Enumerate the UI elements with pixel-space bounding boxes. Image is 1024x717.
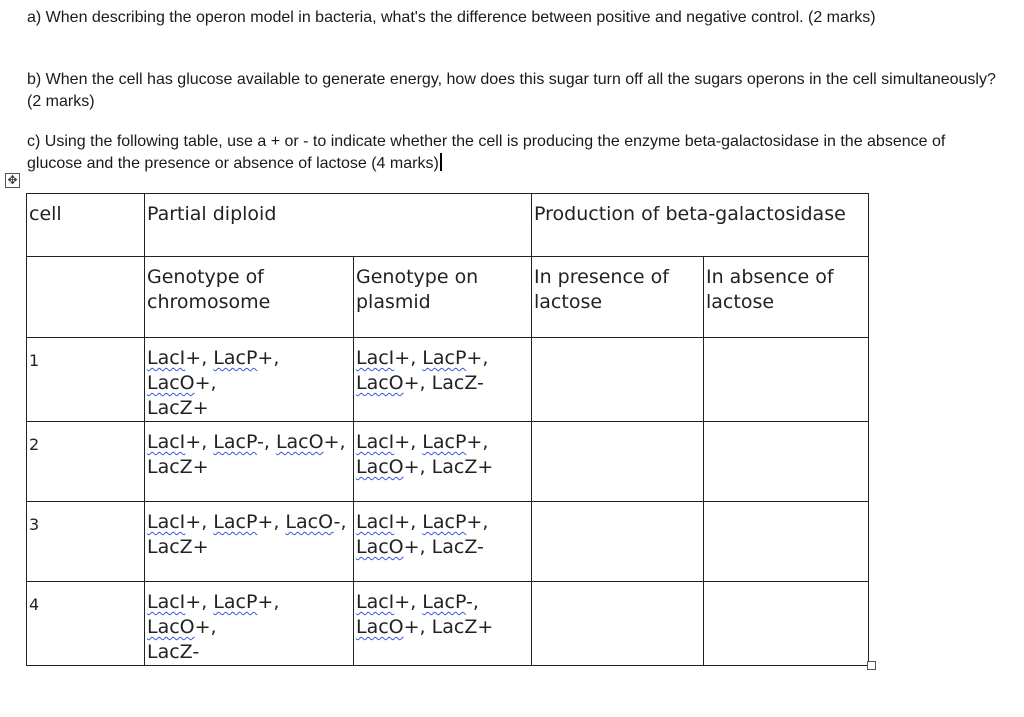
cell-number-text: 3 bbox=[29, 515, 40, 534]
gene-name: LacO bbox=[147, 616, 195, 638]
genotype-text: +, bbox=[257, 511, 286, 533]
gene-name: LacI bbox=[356, 591, 395, 613]
table-row bbox=[27, 422, 869, 502]
gene-name: LacI bbox=[147, 347, 186, 369]
absence-answer-cell[interactable] bbox=[704, 502, 869, 582]
presence-answer-cell[interactable] bbox=[532, 422, 704, 502]
header-genotype-chromosome[interactable]: Genotype of chromosome bbox=[145, 257, 354, 338]
gene-name: LacP bbox=[422, 347, 467, 369]
genotype-text: LacZ+ bbox=[147, 536, 209, 558]
question-c bbox=[27, 131, 1002, 175]
text-cursor bbox=[440, 153, 442, 171]
gene-name: LacP bbox=[213, 347, 258, 369]
genotype-text: +, bbox=[394, 591, 423, 613]
absence-answer-cell[interactable] bbox=[704, 582, 869, 666]
genotype-chromosome-cell[interactable] bbox=[145, 502, 354, 582]
genotype-text: LacZ+ bbox=[147, 456, 209, 478]
genotype-text: +, bbox=[394, 511, 423, 533]
move-icon[interactable]: ✥ bbox=[5, 173, 20, 188]
genotype-text: +, bbox=[185, 431, 214, 453]
gene-name: LacI bbox=[147, 591, 186, 613]
genotype-text: +, bbox=[185, 511, 214, 533]
gene-name: LacI bbox=[356, 431, 395, 453]
subheader-empty[interactable] bbox=[27, 257, 145, 338]
table-row bbox=[27, 582, 869, 666]
genotype-text: +, LacZ- bbox=[403, 536, 484, 558]
genotype-text: +, bbox=[257, 347, 280, 369]
genotype-text: LacZ+ bbox=[147, 397, 209, 419]
gene-name: LacP bbox=[213, 591, 258, 613]
header-partial-diploid[interactable]: Partial diploid bbox=[145, 194, 532, 257]
genotype-chromosome-cell[interactable] bbox=[145, 582, 354, 666]
absence-answer-cell[interactable] bbox=[704, 338, 869, 422]
genotype-text: LacZ- bbox=[147, 641, 200, 663]
gene-name: LacI bbox=[147, 511, 186, 533]
table-row bbox=[27, 502, 869, 582]
genotype-text: +, LacZ+ bbox=[403, 456, 494, 478]
genotype-text: +, LacZ- bbox=[403, 372, 484, 394]
gene-name: LacO bbox=[356, 456, 404, 478]
genotype-text: +, bbox=[185, 591, 214, 613]
genotype-text: +, bbox=[466, 347, 489, 369]
cell-number-text: 2 bbox=[29, 435, 40, 454]
genotype-plasmid-cell[interactable] bbox=[354, 502, 532, 582]
header-production[interactable]: Production of beta-galactosidase bbox=[532, 194, 869, 257]
genotype-text: +, bbox=[394, 431, 423, 453]
gene-name: LacO bbox=[275, 431, 324, 453]
table-subheader-row bbox=[27, 257, 869, 338]
header-absence-lactose[interactable]: In absence of lactose bbox=[704, 257, 869, 338]
gene-name: LacI bbox=[356, 347, 395, 369]
genotype-text: +, bbox=[194, 616, 217, 638]
gene-name: LacP bbox=[422, 591, 466, 613]
genotype-text: +, bbox=[466, 431, 489, 453]
question-b: b) When the cell has glucose available to generate energy, how does this sugar turn off all the sugars operons in the cell simultaneously? (2 marks) bbox=[27, 71, 996, 110]
genotype-plasmid-cell[interactable] bbox=[354, 582, 532, 666]
cell-number[interactable] bbox=[27, 502, 145, 582]
cell-number-text: 4 bbox=[29, 595, 40, 614]
header-cell[interactable]: cell bbox=[27, 194, 145, 257]
presence-answer-cell[interactable] bbox=[532, 582, 704, 666]
cell-number[interactable] bbox=[27, 338, 145, 422]
genotype-chromosome-cell[interactable] bbox=[145, 338, 354, 422]
gene-name: LacP bbox=[213, 511, 258, 533]
gene-name: LacP bbox=[213, 431, 257, 453]
header-genotype-plasmid[interactable]: Genotype on plasmid bbox=[354, 257, 532, 338]
gene-name: LacP bbox=[422, 431, 467, 453]
presence-answer-cell[interactable] bbox=[532, 502, 704, 582]
genotype-text: +, LacZ+ bbox=[403, 616, 494, 638]
gene-name: LacP bbox=[422, 511, 467, 533]
cell-number-text: 1 bbox=[29, 351, 40, 370]
genotype-table bbox=[26, 193, 869, 666]
genotype-plasmid-cell[interactable] bbox=[354, 422, 532, 502]
gene-name: LacO bbox=[356, 616, 404, 638]
genotype-text: +, bbox=[466, 511, 489, 533]
absence-answer-cell[interactable] bbox=[704, 422, 869, 502]
genotype-text: -, bbox=[333, 511, 347, 533]
cell-number[interactable] bbox=[27, 422, 145, 502]
genotype-text: -, bbox=[257, 431, 276, 453]
resize-icon[interactable] bbox=[867, 661, 876, 670]
table-header-row bbox=[27, 194, 869, 257]
gene-name: LacI bbox=[147, 431, 186, 453]
table-row bbox=[27, 338, 869, 422]
gene-name: LacI bbox=[356, 511, 395, 533]
genotype-text: -, bbox=[466, 591, 479, 613]
question-a: a) When describing the operon model in bacteria, what's the difference between positive and negative control. (2 marks) bbox=[27, 9, 876, 26]
genotype-text: +, bbox=[257, 591, 280, 613]
gene-name: LacO bbox=[147, 372, 195, 394]
genotype-plasmid-cell[interactable] bbox=[354, 338, 532, 422]
presence-answer-cell[interactable] bbox=[532, 338, 704, 422]
genotype-text: +, bbox=[323, 431, 346, 453]
genotype-text: +, bbox=[394, 347, 423, 369]
genotype-chromosome-cell[interactable] bbox=[145, 422, 354, 502]
genotype-text: +, bbox=[185, 347, 214, 369]
gene-name: LacO bbox=[285, 511, 334, 533]
gene-name: LacO bbox=[356, 372, 404, 394]
header-presence-lactose[interactable]: In presence of lactose bbox=[532, 257, 704, 338]
gene-name: LacO bbox=[356, 536, 404, 558]
cell-number[interactable] bbox=[27, 582, 145, 666]
question-c-text: c) Using the following table, use a + or - to indicate whether the cell is producing the enzyme beta-galactosidase in the absence of glucose and the presence or absence of lactose (4 marks) bbox=[27, 133, 946, 172]
genotype-text: +, bbox=[194, 372, 217, 394]
